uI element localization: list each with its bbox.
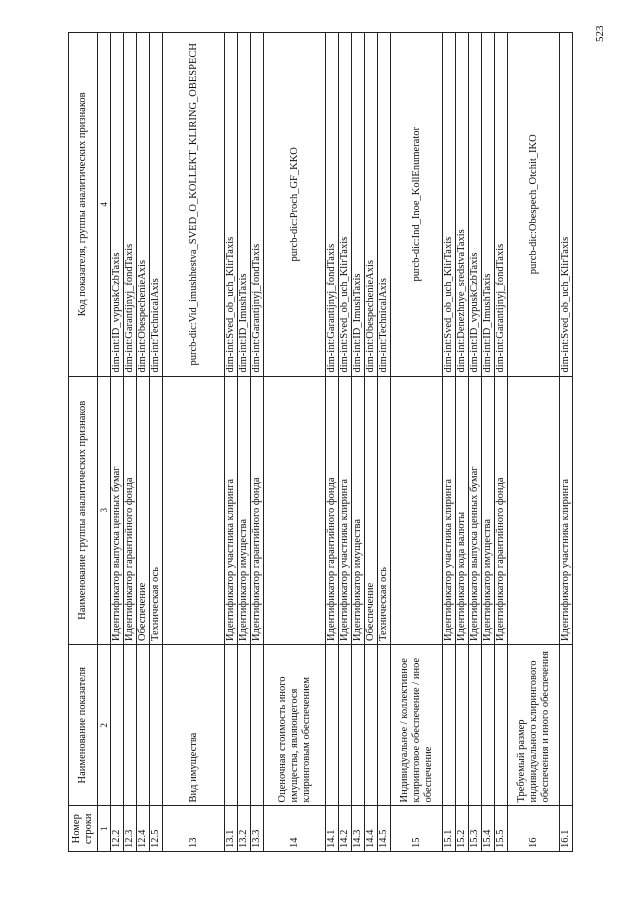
column-number: 1	[98, 806, 111, 852]
feature-group-cell: Техническая ось	[378, 376, 391, 644]
indicator-name-cell	[469, 644, 482, 806]
code-cell: dim-int:ID_ImushTaxis	[482, 33, 495, 377]
row-number-cell: 16	[508, 806, 560, 852]
indicator-name-cell	[111, 644, 124, 806]
feature-group-cell: Идентификатор имущества	[482, 376, 495, 644]
table-row	[456, 33, 469, 852]
feature-group-cell: Идентификатор кода валюты	[456, 376, 469, 644]
code-cell: dim-int:Garantijnyj_fondTaxis	[495, 33, 508, 377]
indicator-table	[68, 32, 573, 852]
feature-group-cell: Обеспечение	[365, 376, 378, 644]
code-cell: dim-int:Sved_ob_uch_KlirTaxis	[339, 33, 352, 377]
indicator-name-cell	[326, 644, 339, 806]
row-number-cell: 15.3	[469, 806, 482, 852]
code-cell: dim-int:ObespechenieAxis	[365, 33, 378, 377]
column-number: 2	[98, 644, 111, 806]
feature-group-cell	[391, 376, 443, 644]
feature-group-cell: Идентификатор участника клиринга	[443, 376, 456, 644]
code-cell: dim-int:ID_vypuskCzbTaxis	[469, 33, 482, 377]
row-number-cell: 12.5	[150, 806, 163, 852]
table-row	[238, 33, 251, 852]
row-number-cell: 13.2	[238, 806, 251, 852]
feature-group-cell: Идентификатор участника клиринга	[560, 376, 573, 644]
row-number-cell: 14.1	[326, 806, 339, 852]
table-row	[326, 33, 339, 852]
indicator-name-cell	[495, 644, 508, 806]
header-code: Код показателя, группы аналитических признаков	[69, 33, 98, 377]
row-number-cell: 12.2	[111, 806, 124, 852]
code-cell: dim-int:Denezhnye_sredstvaTaxis	[456, 33, 469, 377]
indicator-name-cell	[378, 644, 391, 806]
feature-group-cell: Идентификатор выпуска ценных бумаг	[469, 376, 482, 644]
code-cell: dim-int:TechnicalAxis	[150, 33, 163, 377]
row-number-cell: 16.1	[560, 806, 573, 852]
code-cell: dim-int:Sved_ob_uch_KlirTaxis	[225, 33, 238, 377]
table-row	[495, 33, 508, 852]
table-row	[443, 33, 456, 852]
indicator-name-cell	[365, 644, 378, 806]
indicator-name-cell	[352, 644, 365, 806]
table-row	[124, 33, 137, 852]
indicator-name-cell: Требуемый размер индивидуального клирингового обеспечения и иного обеспечения	[508, 644, 560, 806]
code-cell: dim-int:ID_ImushTaxis	[352, 33, 365, 377]
code-cell: dim-int:Sved_ob_uch_KlirTaxis	[443, 33, 456, 377]
table-row	[225, 33, 238, 852]
indicator-name-cell	[560, 644, 573, 806]
row-number-cell: 15.5	[495, 806, 508, 852]
header-feature-group-name: Наименование группы аналитических признаков	[69, 376, 98, 644]
table-body	[111, 33, 573, 852]
indicator-name-cell	[137, 644, 150, 806]
column-number: 3	[98, 376, 111, 644]
indicator-name-cell	[251, 644, 264, 806]
row-number-cell: 15.1	[443, 806, 456, 852]
row-number-cell: 14.4	[365, 806, 378, 852]
feature-group-cell: Обеспечение	[137, 376, 150, 644]
feature-group-cell: Техническая ось	[150, 376, 163, 644]
code-cell: dim-int:ID_ImushTaxis	[238, 33, 251, 377]
row-number-cell: 15	[391, 806, 443, 852]
row-number-cell: 15.2	[456, 806, 469, 852]
feature-group-cell: Идентификатор выпуска ценных бумаг	[111, 376, 124, 644]
table-row	[163, 33, 225, 852]
indicator-name-cell: Оценочная стоимость иного имущества, являющегося клиринговым обеспечением	[264, 644, 326, 806]
code-cell: purcb-dic:Ind_Inoe_KollEnumerator	[391, 33, 443, 377]
indicator-name-cell	[456, 644, 469, 806]
code-cell: dim-int:Garantijnyj_fondTaxis	[124, 33, 137, 377]
feature-group-cell: Идентификатор гарантийного фонда	[495, 376, 508, 644]
code-cell: purcb-dic:Vid_imushhestva_SVED_O_KOLLEKT_KLIRING_OBESPECH	[163, 33, 225, 377]
indicator-name-cell	[339, 644, 352, 806]
table-row	[391, 33, 443, 852]
table-row	[560, 33, 573, 852]
indicator-name-cell	[124, 644, 137, 806]
feature-group-cell: Идентификатор гарантийного фонда	[251, 376, 264, 644]
feature-group-cell: Идентификатор участника клиринга	[225, 376, 238, 644]
code-cell: purcb-dic:Proch_GF_KKO	[264, 33, 326, 377]
table-row	[508, 33, 560, 852]
indicator-name-cell	[482, 644, 495, 806]
feature-group-cell	[508, 376, 560, 644]
table-row	[111, 33, 124, 852]
code-cell: purcb-dic:Obespech_Otchit_IKO	[508, 33, 560, 377]
row-number-cell: 12.3	[124, 806, 137, 852]
table-row	[378, 33, 391, 852]
indicator-name-cell	[238, 644, 251, 806]
feature-group-cell: Идентификатор гарантийного фонда	[326, 376, 339, 644]
row-number-cell: 13.1	[225, 806, 238, 852]
code-cell: dim-int:Sved_ob_uch_KlirTaxis	[560, 33, 573, 377]
column-number: 4	[98, 33, 111, 377]
indicator-name-cell: Индивидуальное / коллективное клиринговое обеспечение / иное обеспечение	[391, 644, 443, 806]
indicator-name-cell: Вид имущества	[163, 644, 225, 806]
table-row	[482, 33, 495, 852]
feature-group-cell	[264, 376, 326, 644]
row-number-cell: 14.5	[378, 806, 391, 852]
table-row	[251, 33, 264, 852]
page-number: 523	[594, 25, 606, 42]
code-cell: dim-int:TechnicalAxis	[378, 33, 391, 377]
table-row	[150, 33, 163, 852]
table-row	[264, 33, 326, 852]
row-number-cell: 14	[264, 806, 326, 852]
feature-group-cell: Идентификатор гарантийного фонда	[124, 376, 137, 644]
feature-group-cell: Идентификатор участника клиринга	[339, 376, 352, 644]
row-number-cell: 13	[163, 806, 225, 852]
table-row	[469, 33, 482, 852]
column-number-row	[98, 33, 111, 852]
header-row-number: Номер строки	[69, 806, 98, 852]
row-number-cell: 12.4	[137, 806, 150, 852]
table-header-row	[69, 33, 98, 852]
row-number-cell: 14.3	[352, 806, 365, 852]
code-cell: dim-int:ID_vypuskCzbTaxis	[111, 33, 124, 377]
feature-group-cell	[163, 376, 225, 644]
table-row	[352, 33, 365, 852]
feature-group-cell: Идентификатор имущества	[352, 376, 365, 644]
rotated-table-container	[68, 32, 578, 852]
code-cell: dim-int:Garantijnyj_fondTaxis	[326, 33, 339, 377]
table-row	[365, 33, 378, 852]
table-row	[137, 33, 150, 852]
indicator-name-cell	[443, 644, 456, 806]
feature-group-cell: Идентификатор имущества	[238, 376, 251, 644]
header-indicator-name: Наименование показателя	[69, 644, 98, 806]
code-cell: dim-int:ObespechenieAxis	[137, 33, 150, 377]
table-row	[339, 33, 352, 852]
row-number-cell: 15.4	[482, 806, 495, 852]
row-number-cell: 14.2	[339, 806, 352, 852]
code-cell: dim-int:Garantijnyj_fondTaxis	[251, 33, 264, 377]
indicator-name-cell	[150, 644, 163, 806]
row-number-cell: 13.3	[251, 806, 264, 852]
indicator-name-cell	[225, 644, 238, 806]
